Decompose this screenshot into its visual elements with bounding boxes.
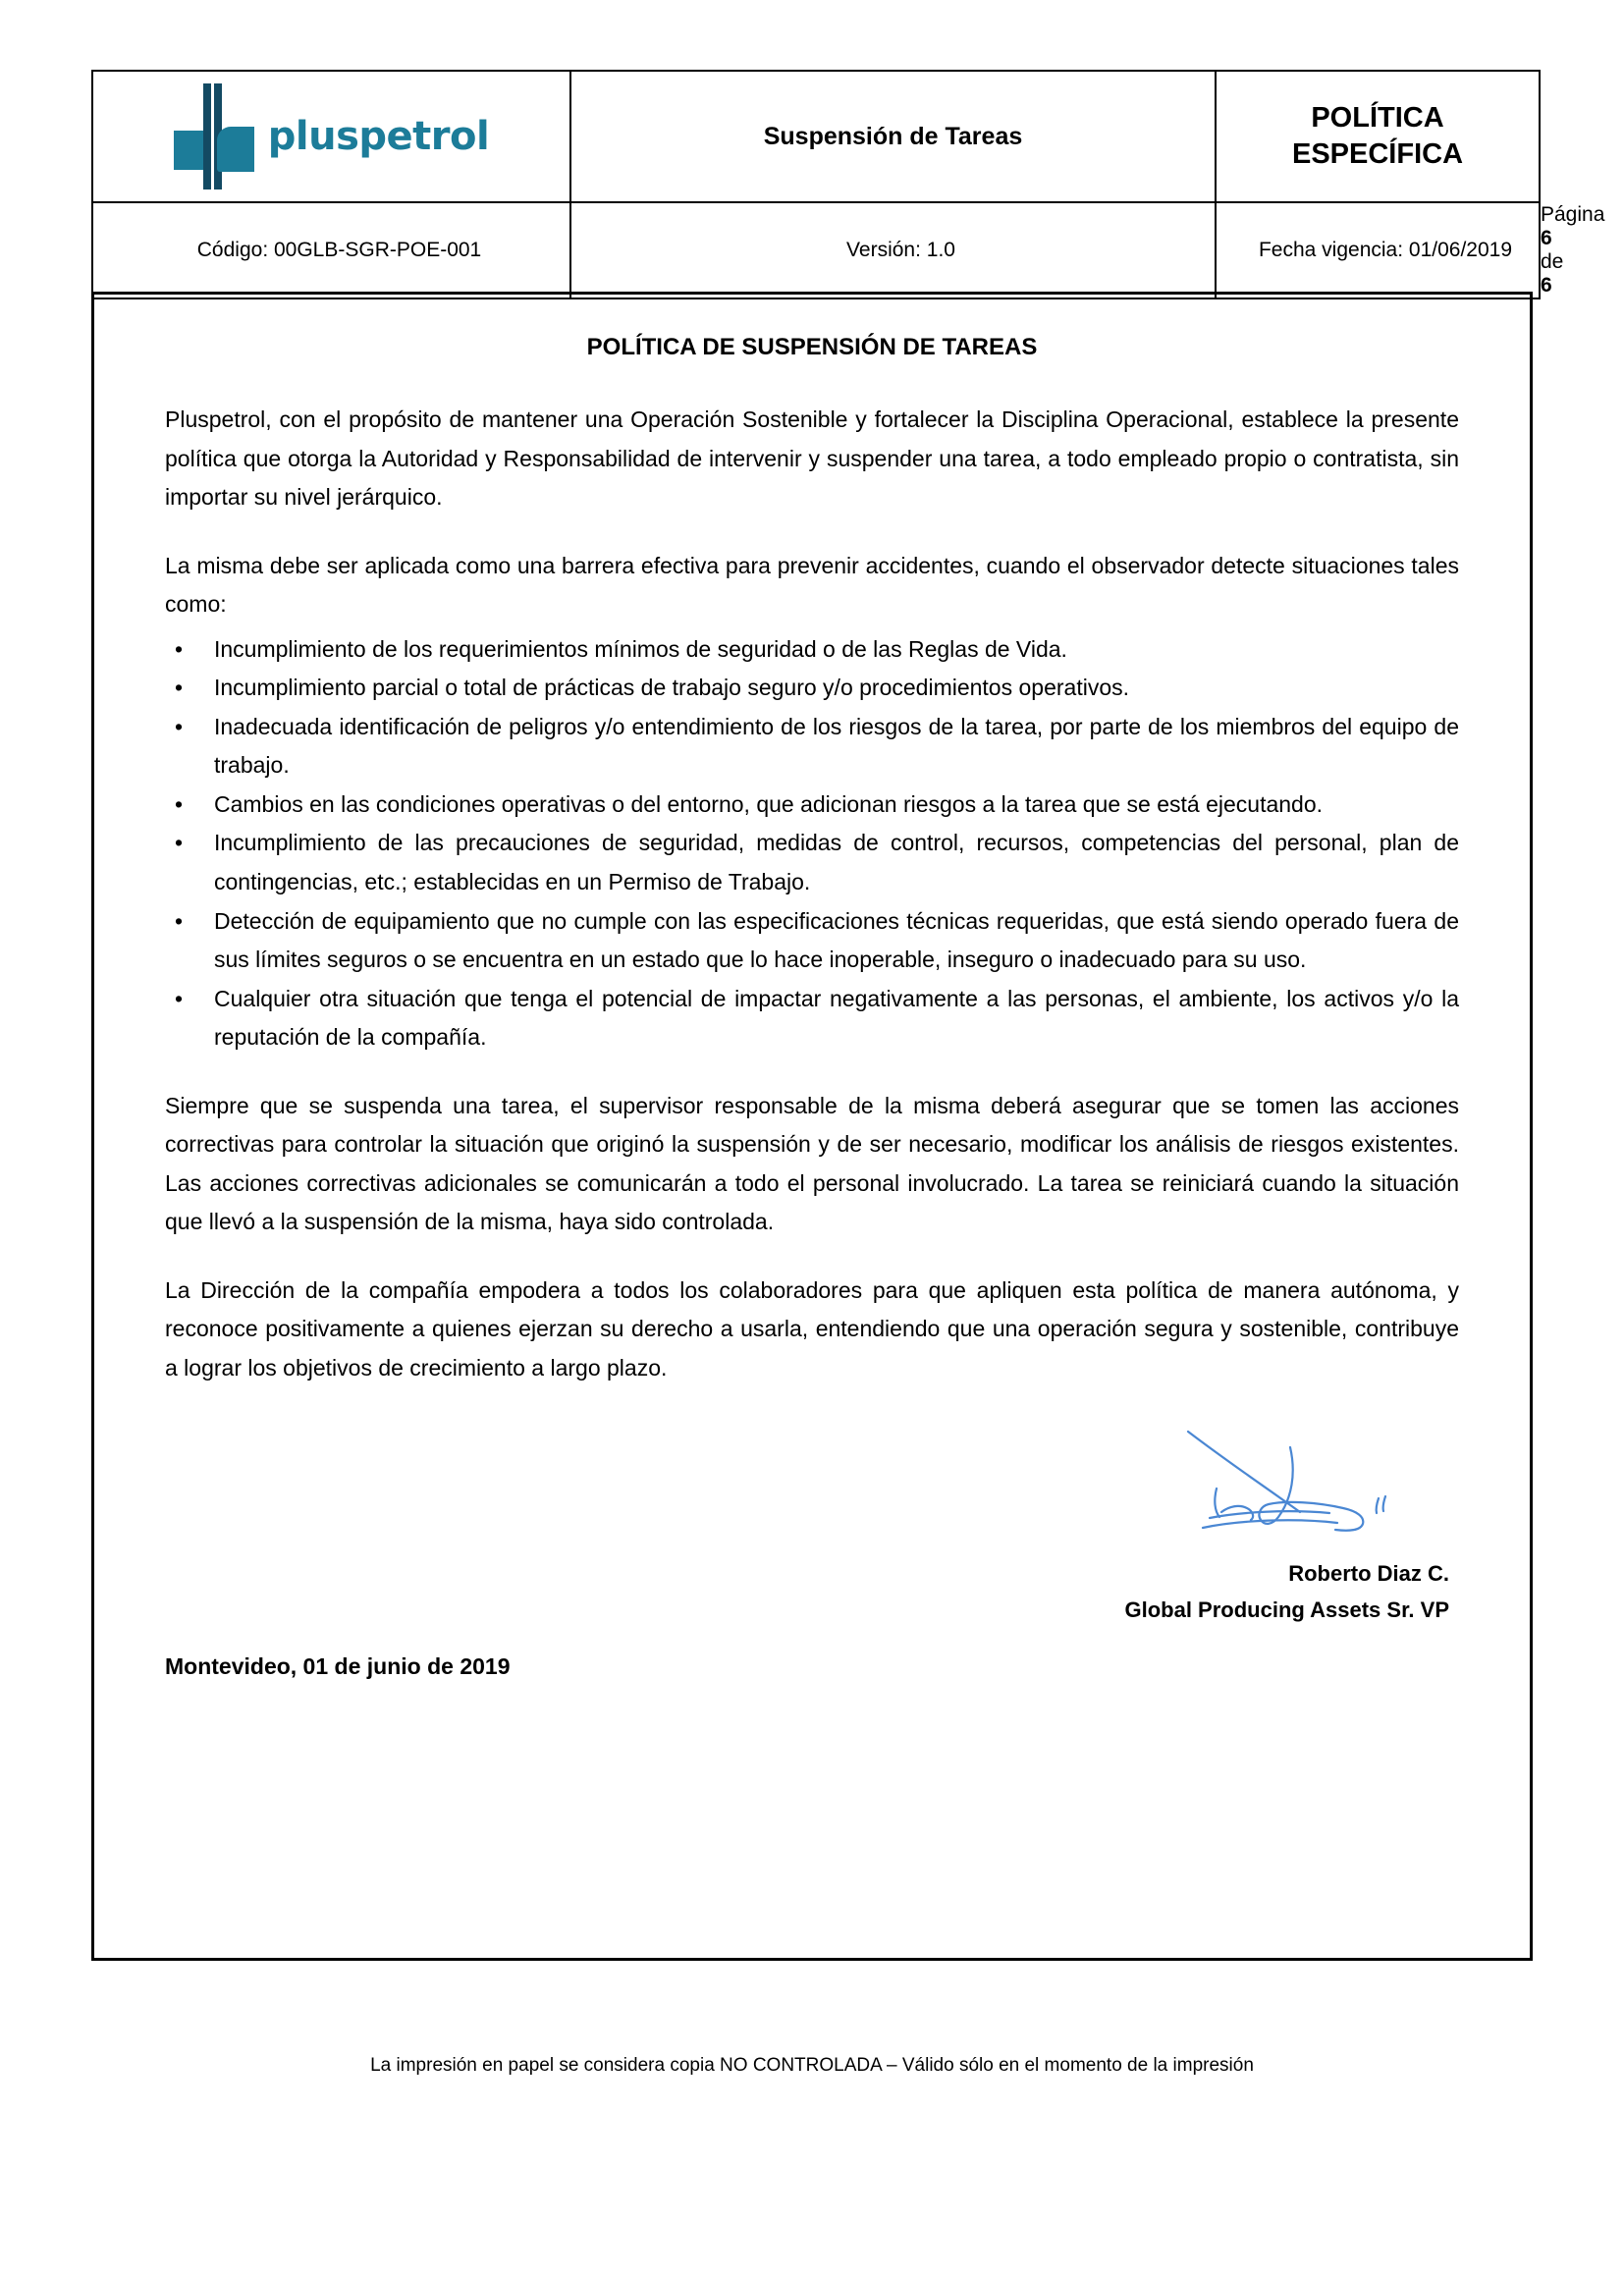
doc-type-line-2: ESPECÍFICA xyxy=(1291,138,1464,170)
meta-pagina-total: 6 xyxy=(1541,274,1552,297)
list-item-text: Inadecuada identificación de peligros y/o entendimiento de los riesgos de la tarea, por parte de los miembros del equipo de trabajo. xyxy=(214,713,1459,779)
list-item-text: Cualquier otra situación que tenga el potencial de impactar negativamente a las personas, el ambiente, los activos y/o la reputación de la compañía. xyxy=(214,985,1459,1051)
list-item-text: Incumplimiento de los requerimientos mínimos de seguridad o de las Reglas de Vida. xyxy=(214,635,1067,662)
policy-paragraph-2: La misma debe ser aplicada como una barrera efectiva para prevenir accidentes, cuando el observador detecte situaciones tales como: xyxy=(165,552,1459,618)
list-item xyxy=(165,980,1459,1057)
list-item xyxy=(165,902,1459,980)
document-title: Suspensión de Tareas xyxy=(763,122,1023,150)
bullet-icon: • xyxy=(175,713,184,739)
list-item xyxy=(165,708,1459,785)
pluspetrol-wordmark: pluspetrol xyxy=(267,114,490,159)
meta-pagina-current: 6 xyxy=(1541,227,1552,249)
list-item-text: Detección de equipamiento que no cumple con las especificaciones técnicas requeridas, que está siendo operado fuera de sus límites seguros o se encuentra en un estado que lo hace inoperable, inseguro o inadecuado para su uso. xyxy=(214,907,1459,973)
bullet-icon: • xyxy=(175,830,184,856)
bullet-icon: • xyxy=(175,675,184,701)
policy-bullet-list xyxy=(165,630,1459,1057)
list-item-text: Incumplimiento de las precauciones de seguridad, medidas de control, recursos, competencias del personal, plan de contingencias, etc.; establecidas en un Permiso de Trabajo. xyxy=(214,830,1459,895)
header-cell-doctype xyxy=(1216,71,1540,202)
meta-version: Versión: 1.0 xyxy=(570,202,1216,298)
header-row-top xyxy=(92,71,1540,202)
header-row-meta xyxy=(92,202,1540,298)
footer-note: La impresión en papel se considera copia NO CONTROLADA – Válido sólo en el momento de la impresión xyxy=(370,2055,1254,2076)
list-item-text: Cambios en las condiciones operativas o del entorno, que adicionan riesgos a la tarea que se está ejecutando. xyxy=(214,790,1324,817)
pluspetrol-mark-icon xyxy=(174,83,254,190)
list-item xyxy=(165,824,1459,901)
place-and-date: Montevideo, 01 de junio de 2019 xyxy=(165,1652,511,1679)
policy-heading: POLÍTICA DE SUSPENSIÓN DE TAREAS xyxy=(586,334,1038,360)
list-item-text: Incumplimiento parcial o total de prácticas de trabajo seguro y/o procedimientos operativos. xyxy=(214,675,1129,701)
meta-pagina-mid: de xyxy=(1541,250,1564,273)
meta-pagina-prefix: Página xyxy=(1541,203,1605,226)
bullet-icon: • xyxy=(175,790,184,817)
list-item xyxy=(165,630,1459,670)
meta-fecha-vigencia: Fecha vigencia: 01/06/2019 xyxy=(1216,202,1540,298)
signer-name: Roberto Diaz C. xyxy=(1288,1560,1449,1586)
policy-content-inner xyxy=(94,295,1530,1680)
list-item xyxy=(165,785,1459,825)
doc-type-line-1: POLÍTICA xyxy=(1311,101,1444,134)
document-header-table xyxy=(91,70,1605,299)
header-cell-logo xyxy=(92,71,570,202)
signature-block xyxy=(165,1418,1459,1624)
policy-content-box xyxy=(91,292,1533,1961)
meta-codigo: Código: 00GLB-SGR-POE-001 xyxy=(92,202,570,298)
policy-paragraph-1: Pluspetrol, con el propósito de mantener una Operación Sostenible y fortalecer la Disciplina Operacional, establece la presente política que otorga la Autoridad y Responsabilidad de intervenir y suspender una tarea, a todo empleado propio o contratista, sin importar su nivel jerárquico. xyxy=(165,406,1459,511)
policy-paragraph-3: Siempre que se suspenda una tarea, el supervisor responsable de la misma deberá asegurar que se tomen las acciones correctivas para controlar la situación que originó la suspensión y de ser necesario, modificar los análisis de riesgos existentes. Las acciones correctivas adicionales se comunicarán a todo el personal involucrado. La tarea se reiniciará cuando la situación que llevó a la suspensión de la misma, haya sido controlada. xyxy=(165,1092,1459,1235)
signer-title: Global Producing Assets Sr. VP xyxy=(1124,1597,1449,1622)
handwritten-signature-icon xyxy=(1170,1418,1416,1545)
bullet-icon: • xyxy=(175,635,184,662)
pluspetrol-logo xyxy=(93,72,569,201)
bullet-icon: • xyxy=(175,985,184,1011)
bullet-icon: • xyxy=(175,907,184,934)
signature-names xyxy=(1125,1555,1450,1629)
list-item xyxy=(165,669,1459,708)
header-cell-title xyxy=(570,71,1216,202)
policy-paragraph-4: La Dirección de la compañía empodera a todos los colaboradores para que apliquen esta política de manera autónoma, y reconoce positivamente a quienes ejerzan su derecho a usarla, entendiendo que una operación segura y sostenible, contribuye a lograr los objetivos de crecimiento a largo plazo. xyxy=(165,1276,1459,1381)
